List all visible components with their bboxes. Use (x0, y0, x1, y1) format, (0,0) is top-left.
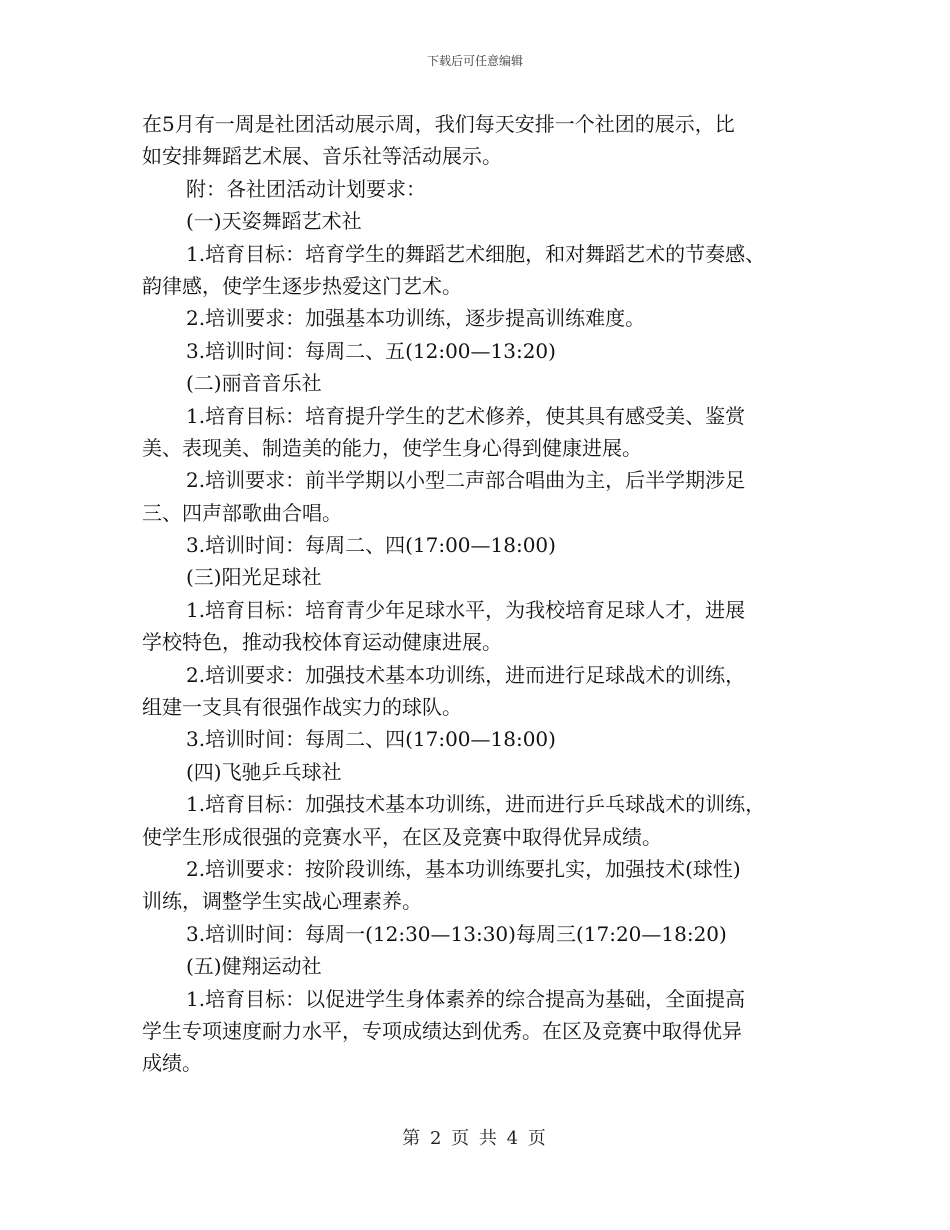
text-line: 学生专项速度耐力水平，专项成绩达到优秀。在区及竞赛中取得优异 (142, 1018, 742, 1043)
text-line: 2.培训要求：前半学期以小型二声部合唱曲为主，后半学期涉足 (186, 468, 746, 493)
header-note: 下载后可任意编辑 (426, 54, 523, 68)
text-line: 3.培训时间：每周一(12:30—13:30)每周三(17:20—18:20) (186, 921, 727, 946)
text-line: 三、四声部歌曲合唱。 (142, 500, 342, 525)
text-line: 使学生形成很强的竞赛水平，在区及竞赛中取得优异成绩。 (142, 824, 662, 849)
text-line: 1.培育目标：培育提升学生的艺术修养，使其具有感受美、鉴赏 (186, 403, 746, 428)
text-line: 1.培育目标：加强技术基本功训练，进而进行乒乓球战术的训练， (186, 792, 766, 817)
text-line: 1.培育目标：以促进学生身体素养的综合提高为基础，全面提高 (186, 986, 746, 1011)
text-line: 美、表现美、制造美的能力，使学生身心得到健康进展。 (142, 435, 642, 460)
text-line: 训练，调整学生实战心理素养。 (142, 889, 422, 914)
text-line: 2.培训要求：加强技术基本功训练，进而进行足球战术的训练， (186, 662, 746, 687)
text-line: 成绩。 (142, 1051, 202, 1076)
text-line: 3.培训时间：每周二、四(17:00—18:00) (186, 533, 556, 558)
text-line: (二)丽音音乐社 (186, 371, 322, 396)
text-line: 3.培训时间：每周二、四(17:00—18:00) (186, 727, 556, 752)
text-line: (四)飞驰乒乓球社 (186, 759, 342, 784)
text-line: 附：各社团活动计划要求： (186, 176, 426, 201)
text-line: 韵律感，使学生逐步热爱这门艺术。 (142, 273, 462, 298)
document-body (142, 108, 822, 1080)
text-line: 3.培训时间：每周二、五(12:00—13:20) (186, 338, 556, 363)
text-line: (五)健翔运动社 (186, 954, 322, 979)
text-line: (一)天姿舞蹈艺术社 (186, 209, 362, 234)
text-line: 学校特色，推动我校体育运动健康进展。 (142, 630, 502, 655)
text-line: (三)阳光足球社 (186, 565, 322, 590)
text-line: 如安排舞蹈艺术展、音乐社等活动展示。 (142, 144, 502, 169)
text-line: 1.培育目标：培育学生的舞蹈艺术细胞，和对舞蹈艺术的节奏感、 (186, 241, 766, 266)
text-line: 2.培训要求：按阶段训练，基本功训练要扎实，加强技术(球性) (186, 856, 741, 881)
text-line: 在5月有一周是社团活动展示周，我们每天安排一个社团的展示，比 (142, 112, 735, 136)
text-line: 2.培训要求：加强基本功训练，逐步提高训练难度。 (186, 306, 646, 331)
page-number: 第 2 页 共 4 页 (402, 1128, 548, 1149)
text-line: 1.培育目标：培育青少年足球水平，为我校培育足球人才，进展 (186, 597, 746, 622)
text-line: 组建一支具有很强作战实力的球队。 (142, 695, 462, 720)
